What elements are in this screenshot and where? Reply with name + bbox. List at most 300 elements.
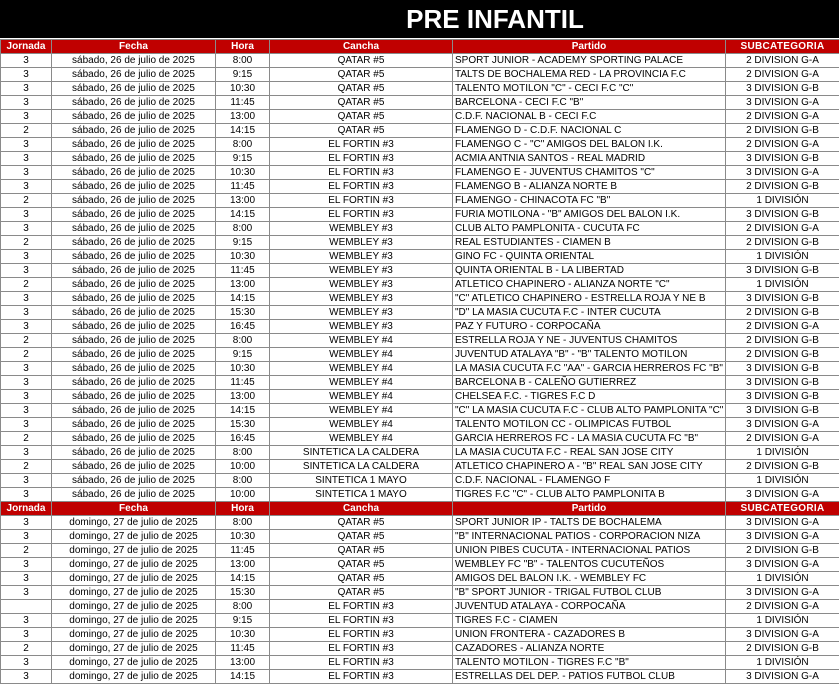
jornada-cell: 3 bbox=[1, 292, 52, 306]
table-row bbox=[1, 488, 839, 502]
partido-cell: REAL ESTUDIANTES - CIAMEN B bbox=[453, 236, 726, 250]
subcategoria-cell: 3 DIVISION G-B bbox=[726, 292, 839, 306]
jornada-cell: 3 bbox=[1, 390, 52, 404]
hora-cell: 9:15 bbox=[216, 614, 270, 628]
subcategoria-cell: 3 DIVISION G-B bbox=[726, 152, 839, 166]
table-row bbox=[1, 68, 839, 82]
partido-cell: "C" ATLETICO CHAPINERO - ESTRELLA ROJA Y NE B bbox=[453, 292, 726, 306]
subcategoria-cell: 1 DIVISIÓN bbox=[726, 474, 839, 488]
jornada-cell: 2 bbox=[1, 334, 52, 348]
partido-cell: BARCELONA - CECI F.C "B" bbox=[453, 96, 726, 110]
fecha-cell: sábado, 26 de julio de 2025 bbox=[52, 376, 216, 390]
subcategoria-cell: 2 DIVISION G-B bbox=[726, 124, 839, 138]
subcategoria-cell: 2 DIVISION G-A bbox=[726, 222, 839, 236]
subcategoria-cell: 2 DIVISION G-B bbox=[726, 180, 839, 194]
subcategoria-cell: 1 DIVISIÓN bbox=[726, 656, 839, 670]
header-row bbox=[1, 40, 839, 54]
hora-cell: 13:00 bbox=[216, 194, 270, 208]
table-row bbox=[1, 558, 839, 572]
jornada-cell: 3 bbox=[1, 530, 52, 544]
fecha-cell: domingo, 27 de julio de 2025 bbox=[52, 600, 216, 614]
table-row bbox=[1, 166, 839, 180]
hora-cell: 8:00 bbox=[216, 222, 270, 236]
fecha-cell: sábado, 26 de julio de 2025 bbox=[52, 348, 216, 362]
hora-cell: 11:45 bbox=[216, 96, 270, 110]
cancha-cell: SINTETICA 1 MAYO bbox=[270, 488, 453, 502]
table-row bbox=[1, 516, 839, 530]
subcategoria-cell: 2 DIVISION G-A bbox=[726, 320, 839, 334]
subcategoria-cell: 1 DIVISIÓN bbox=[726, 194, 839, 208]
cancha-cell: EL FORTIN #3 bbox=[270, 656, 453, 670]
cancha-cell: EL FORTIN #3 bbox=[270, 628, 453, 642]
partido-cell: PAZ Y FUTURO - CORPOCAÑA bbox=[453, 320, 726, 334]
table-row bbox=[1, 390, 839, 404]
fecha-cell: sábado, 26 de julio de 2025 bbox=[52, 110, 216, 124]
table-row bbox=[1, 138, 839, 152]
table-row bbox=[1, 292, 839, 306]
subcategoria-cell: 2 DIVISION G-B bbox=[726, 236, 839, 250]
fecha-cell: sábado, 26 de julio de 2025 bbox=[52, 236, 216, 250]
subcategoria-cell: 2 DIVISION G-A bbox=[726, 68, 839, 82]
fecha-cell: sábado, 26 de julio de 2025 bbox=[52, 208, 216, 222]
fecha-cell: sábado, 26 de julio de 2025 bbox=[52, 54, 216, 68]
header-jornada: Jornada bbox=[1, 502, 52, 516]
cancha-cell: WEMBLEY #4 bbox=[270, 348, 453, 362]
subcategoria-cell: 3 DIVISION G-A bbox=[726, 670, 839, 684]
hora-cell: 14:15 bbox=[216, 292, 270, 306]
cancha-cell: WEMBLEY #3 bbox=[270, 236, 453, 250]
subcategoria-cell: 1 DIVISIÓN bbox=[726, 250, 839, 264]
cancha-cell: WEMBLEY #3 bbox=[270, 222, 453, 236]
table-row bbox=[1, 418, 839, 432]
jornada-cell: 3 bbox=[1, 68, 52, 82]
hora-cell: 11:45 bbox=[216, 264, 270, 278]
header-subcategoria: SUBCATEGORIA bbox=[726, 502, 839, 516]
partido-cell: BARCELONA B - CALEÑO GUTIERREZ bbox=[453, 376, 726, 390]
subcategoria-cell: 3 DIVISION G-A bbox=[726, 586, 839, 600]
jornada-cell: 3 bbox=[1, 474, 52, 488]
jornada-cell: 3 bbox=[1, 96, 52, 110]
table-row bbox=[1, 586, 839, 600]
header-row bbox=[1, 502, 839, 516]
header-cancha: Cancha bbox=[270, 40, 453, 54]
partido-cell: FLAMENGO E - JUVENTUS CHAMITOS "C" bbox=[453, 166, 726, 180]
partido-cell: ESTRELLA ROJA Y NE - JUVENTUS CHAMITOS bbox=[453, 334, 726, 348]
subcategoria-cell: 2 DIVISION G-B bbox=[726, 460, 839, 474]
fecha-cell: sábado, 26 de julio de 2025 bbox=[52, 82, 216, 96]
hora-cell: 10:30 bbox=[216, 362, 270, 376]
partido-cell: TALENTO MOTILON CC - OLIMPICAS FUTBOL bbox=[453, 418, 726, 432]
header-subcategoria: SUBCATEGORIA bbox=[726, 40, 839, 54]
subcategoria-cell: 3 DIVISION G-A bbox=[726, 96, 839, 110]
table-row bbox=[1, 446, 839, 460]
partido-cell: C.D.F. NACIONAL - FLAMENGO F bbox=[453, 474, 726, 488]
fecha-cell: sábado, 26 de julio de 2025 bbox=[52, 138, 216, 152]
partido-cell: UNION PIBES CUCUTA - INTERNACIONAL PATIOS bbox=[453, 544, 726, 558]
fecha-cell: sábado, 26 de julio de 2025 bbox=[52, 194, 216, 208]
fecha-cell: sábado, 26 de julio de 2025 bbox=[52, 180, 216, 194]
hora-cell: 13:00 bbox=[216, 558, 270, 572]
subcategoria-cell: 3 DIVISION G-B bbox=[726, 390, 839, 404]
cancha-cell: WEMBLEY #3 bbox=[270, 292, 453, 306]
jornada-cell: 3 bbox=[1, 418, 52, 432]
subcategoria-cell: 3 DIVISION G-A bbox=[726, 516, 839, 530]
cancha-cell: EL FORTIN #3 bbox=[270, 138, 453, 152]
table-row bbox=[1, 264, 839, 278]
fecha-cell: sábado, 26 de julio de 2025 bbox=[52, 124, 216, 138]
cancha-cell: WEMBLEY #3 bbox=[270, 306, 453, 320]
jornada-cell: 2 bbox=[1, 236, 52, 250]
cancha-cell: SINTETICA LA CALDERA bbox=[270, 460, 453, 474]
fecha-cell: sábado, 26 de julio de 2025 bbox=[52, 488, 216, 502]
jornada-cell: 2 bbox=[1, 544, 52, 558]
table-row bbox=[1, 628, 839, 642]
jornada-cell: 3 bbox=[1, 320, 52, 334]
hora-cell: 10:30 bbox=[216, 250, 270, 264]
jornada-cell: 2 bbox=[1, 460, 52, 474]
page-title: PRE INFANTIL bbox=[406, 4, 584, 34]
jornada-cell: 3 bbox=[1, 656, 52, 670]
hora-cell: 8:00 bbox=[216, 474, 270, 488]
table-row bbox=[1, 656, 839, 670]
partido-cell: CLUB ALTO PAMPLONITA - CUCUTA FC bbox=[453, 222, 726, 236]
fecha-cell: domingo, 27 de julio de 2025 bbox=[52, 586, 216, 600]
partido-cell: TALTS DE BOCHALEMA RED - LA PROVINCIA F.C bbox=[453, 68, 726, 82]
header-partido: Partido bbox=[453, 40, 726, 54]
cancha-cell: WEMBLEY #4 bbox=[270, 334, 453, 348]
cancha-cell: QATAR #5 bbox=[270, 586, 453, 600]
jornada-cell: 3 bbox=[1, 152, 52, 166]
fecha-cell: sábado, 26 de julio de 2025 bbox=[52, 264, 216, 278]
cancha-cell: EL FORTIN #3 bbox=[270, 152, 453, 166]
table-row bbox=[1, 348, 839, 362]
table-row bbox=[1, 544, 839, 558]
hora-cell: 8:00 bbox=[216, 138, 270, 152]
cancha-cell: QATAR #5 bbox=[270, 530, 453, 544]
hora-cell: 11:45 bbox=[216, 642, 270, 656]
subcategoria-cell: 3 DIVISION G-A bbox=[726, 558, 839, 572]
jornada-cell: 3 bbox=[1, 362, 52, 376]
fecha-cell: sábado, 26 de julio de 2025 bbox=[52, 320, 216, 334]
jornada-cell: 3 bbox=[1, 558, 52, 572]
header-partido: Partido bbox=[453, 502, 726, 516]
cancha-cell: SINTETICA 1 MAYO bbox=[270, 474, 453, 488]
fecha-cell: sábado, 26 de julio de 2025 bbox=[52, 460, 216, 474]
table-row bbox=[1, 320, 839, 334]
partido-cell: QUINTA ORIENTAL B - LA LIBERTAD bbox=[453, 264, 726, 278]
cancha-cell: QATAR #5 bbox=[270, 96, 453, 110]
hora-cell: 10:30 bbox=[216, 82, 270, 96]
jornada-cell: 3 bbox=[1, 376, 52, 390]
hora-cell: 8:00 bbox=[216, 516, 270, 530]
header-jornada: Jornada bbox=[1, 40, 52, 54]
table-row bbox=[1, 376, 839, 390]
subcategoria-cell: 2 DIVISION G-B bbox=[726, 642, 839, 656]
hora-cell: 14:15 bbox=[216, 124, 270, 138]
jornada-cell: 3 bbox=[1, 54, 52, 68]
jornada-cell: 3 bbox=[1, 306, 52, 320]
partido-cell: ATLETICO CHAPINERO - ALIANZA NORTE "C" bbox=[453, 278, 726, 292]
partido-cell: TIGRES F.C "C" - CLUB ALTO PAMPLONITA B bbox=[453, 488, 726, 502]
subcategoria-cell: 3 DIVISION G-B bbox=[726, 208, 839, 222]
table-row bbox=[1, 208, 839, 222]
subcategoria-cell: 1 DIVISIÓN bbox=[726, 614, 839, 628]
cancha-cell: WEMBLEY #4 bbox=[270, 404, 453, 418]
subcategoria-cell: 3 DIVISION G-B bbox=[726, 362, 839, 376]
subcategoria-cell: 3 DIVISION G-A bbox=[726, 530, 839, 544]
table-row bbox=[1, 250, 839, 264]
table-row bbox=[1, 54, 839, 68]
hora-cell: 8:00 bbox=[216, 334, 270, 348]
hora-cell: 16:45 bbox=[216, 432, 270, 446]
partido-cell: TIGRES F.C - CIAMEN bbox=[453, 614, 726, 628]
hora-cell: 13:00 bbox=[216, 278, 270, 292]
partido-cell: C.D.F. NACIONAL B - CECI F.C bbox=[453, 110, 726, 124]
cancha-cell: WEMBLEY #4 bbox=[270, 376, 453, 390]
hora-cell: 15:30 bbox=[216, 586, 270, 600]
header-fecha: Fecha bbox=[52, 40, 216, 54]
jornada-cell: 2 bbox=[1, 432, 52, 446]
partido-cell: CAZADORES - ALIANZA NORTE bbox=[453, 642, 726, 656]
header-fecha: Fecha bbox=[52, 502, 216, 516]
partido-cell: LA MASIA CUCUTA F.C - REAL SAN JOSE CITY bbox=[453, 446, 726, 460]
fecha-cell: sábado, 26 de julio de 2025 bbox=[52, 404, 216, 418]
header-hora: Hora bbox=[216, 40, 270, 54]
subcategoria-cell: 3 DIVISION G-B bbox=[726, 376, 839, 390]
hora-cell: 13:00 bbox=[216, 656, 270, 670]
cancha-cell: QATAR #5 bbox=[270, 54, 453, 68]
jornada-cell: 2 bbox=[1, 124, 52, 138]
header-hora: Hora bbox=[216, 502, 270, 516]
cancha-cell: SINTETICA LA CALDERA bbox=[270, 446, 453, 460]
subcategoria-cell: 2 DIVISION G-B bbox=[726, 348, 839, 362]
hora-cell: 13:00 bbox=[216, 110, 270, 124]
fecha-cell: domingo, 27 de julio de 2025 bbox=[52, 544, 216, 558]
cancha-cell: QATAR #5 bbox=[270, 110, 453, 124]
hora-cell: 8:00 bbox=[216, 446, 270, 460]
partido-cell: JUVENTUD ATALAYA - CORPOCAÑA bbox=[453, 600, 726, 614]
cancha-cell: EL FORTIN #3 bbox=[270, 166, 453, 180]
partido-cell: "D" LA MASIA CUCUTA F.C - INTER CUCUTA bbox=[453, 306, 726, 320]
partido-cell: FLAMENGO - CHINACOTA FC "B" bbox=[453, 194, 726, 208]
hora-cell: 11:45 bbox=[216, 376, 270, 390]
fecha-cell: domingo, 27 de julio de 2025 bbox=[52, 628, 216, 642]
partido-cell: LA MASIA CUCUTA F.C "AA" - GARCIA HERREROS FC "B" bbox=[453, 362, 726, 376]
subcategoria-cell: 3 DIVISION G-B bbox=[726, 264, 839, 278]
partido-cell: "C" LA MASIA CUCUTA F.C - CLUB ALTO PAMPLONITA "C" bbox=[453, 404, 726, 418]
fecha-cell: domingo, 27 de julio de 2025 bbox=[52, 670, 216, 684]
table-row bbox=[1, 180, 839, 194]
jornada-cell: 3 bbox=[1, 488, 52, 502]
hora-cell: 9:15 bbox=[216, 68, 270, 82]
hora-cell: 14:15 bbox=[216, 572, 270, 586]
header-cancha: Cancha bbox=[270, 502, 453, 516]
fecha-cell: sábado, 26 de julio de 2025 bbox=[52, 278, 216, 292]
fecha-cell: domingo, 27 de julio de 2025 bbox=[52, 530, 216, 544]
fecha-cell: sábado, 26 de julio de 2025 bbox=[52, 474, 216, 488]
hora-cell: 15:30 bbox=[216, 418, 270, 432]
fecha-cell: sábado, 26 de julio de 2025 bbox=[52, 152, 216, 166]
cancha-cell: QATAR #5 bbox=[270, 124, 453, 138]
fecha-cell: domingo, 27 de julio de 2025 bbox=[52, 642, 216, 656]
cancha-cell: WEMBLEY #3 bbox=[270, 250, 453, 264]
cancha-cell: QATAR #5 bbox=[270, 558, 453, 572]
table-row bbox=[1, 530, 839, 544]
hora-cell: 10:00 bbox=[216, 460, 270, 474]
subcategoria-cell: 3 DIVISION G-A bbox=[726, 628, 839, 642]
partido-cell: ESTRELLAS DEL DEP. - PATIOS FUTBOL CLUB bbox=[453, 670, 726, 684]
table-row bbox=[1, 278, 839, 292]
partido-cell: ATLETICO CHAPINERO A - "B" REAL SAN JOSE CITY bbox=[453, 460, 726, 474]
cancha-cell: WEMBLEY #4 bbox=[270, 432, 453, 446]
hora-cell: 14:15 bbox=[216, 404, 270, 418]
subcategoria-cell: 3 DIVISION G-A bbox=[726, 488, 839, 502]
cancha-cell: EL FORTIN #3 bbox=[270, 642, 453, 656]
cancha-cell: EL FORTIN #3 bbox=[270, 180, 453, 194]
table-row bbox=[1, 432, 839, 446]
fecha-cell: sábado, 26 de julio de 2025 bbox=[52, 446, 216, 460]
title-banner bbox=[0, 0, 839, 38]
jornada-cell: 3 bbox=[1, 516, 52, 530]
partido-cell: CHELSEA F.C. - TIGRES F.C D bbox=[453, 390, 726, 404]
cancha-cell: EL FORTIN #3 bbox=[270, 208, 453, 222]
jornada-cell: 2 bbox=[1, 348, 52, 362]
fecha-cell: domingo, 27 de julio de 2025 bbox=[52, 572, 216, 586]
partido-cell: "B" INTERNACIONAL PATIOS - CORPORACION NIZA bbox=[453, 530, 726, 544]
fecha-cell: sábado, 26 de julio de 2025 bbox=[52, 166, 216, 180]
partido-cell: AMIGOS DEL BALON I.K. - WEMBLEY FC bbox=[453, 572, 726, 586]
fecha-cell: domingo, 27 de julio de 2025 bbox=[52, 614, 216, 628]
subcategoria-cell: 1 DIVISIÓN bbox=[726, 446, 839, 460]
fecha-cell: sábado, 26 de julio de 2025 bbox=[52, 432, 216, 446]
jornada-cell bbox=[1, 600, 52, 614]
subcategoria-cell: 3 DIVISION G-B bbox=[726, 82, 839, 96]
subcategoria-cell: 2 DIVISION G-B bbox=[726, 544, 839, 558]
partido-cell: FLAMENGO D - C.D.F. NACIONAL C bbox=[453, 124, 726, 138]
jornada-cell: 3 bbox=[1, 222, 52, 236]
partido-cell: SPORT JUNIOR IP - TALTS DE BOCHALEMA bbox=[453, 516, 726, 530]
subcategoria-cell: 2 DIVISION G-A bbox=[726, 432, 839, 446]
partido-cell: ACMIA ANTNIA SANTOS - REAL MADRID bbox=[453, 152, 726, 166]
jornada-cell: 3 bbox=[1, 586, 52, 600]
fecha-cell: domingo, 27 de julio de 2025 bbox=[52, 558, 216, 572]
jornada-cell: 3 bbox=[1, 110, 52, 124]
jornada-cell: 3 bbox=[1, 180, 52, 194]
table-row bbox=[1, 670, 839, 684]
hora-cell: 11:45 bbox=[216, 544, 270, 558]
jornada-cell: 3 bbox=[1, 138, 52, 152]
table-row bbox=[1, 334, 839, 348]
table-row bbox=[1, 152, 839, 166]
jornada-cell: 3 bbox=[1, 628, 52, 642]
cancha-cell: WEMBLEY #4 bbox=[270, 362, 453, 376]
fecha-cell: sábado, 26 de julio de 2025 bbox=[52, 390, 216, 404]
cancha-cell: EL FORTIN #3 bbox=[270, 670, 453, 684]
fecha-cell: sábado, 26 de julio de 2025 bbox=[52, 96, 216, 110]
table-row bbox=[1, 572, 839, 586]
jornada-cell: 3 bbox=[1, 670, 52, 684]
fecha-cell: sábado, 26 de julio de 2025 bbox=[52, 334, 216, 348]
cancha-cell: QATAR #5 bbox=[270, 544, 453, 558]
fecha-cell: domingo, 27 de julio de 2025 bbox=[52, 516, 216, 530]
table-row bbox=[1, 614, 839, 628]
hora-cell: 10:00 bbox=[216, 488, 270, 502]
table-row bbox=[1, 404, 839, 418]
jornada-cell: 3 bbox=[1, 446, 52, 460]
partido-cell: TALENTO MOTILON - TIGRES F.C "B" bbox=[453, 656, 726, 670]
table-row bbox=[1, 82, 839, 96]
subcategoria-cell: 2 DIVISION G-B bbox=[726, 334, 839, 348]
table-row bbox=[1, 642, 839, 656]
partido-cell: FLAMENGO B - ALIANZA NORTE B bbox=[453, 180, 726, 194]
cancha-cell: EL FORTIN #3 bbox=[270, 614, 453, 628]
subcategoria-cell: 2 DIVISION G-A bbox=[726, 138, 839, 152]
subcategoria-cell: 3 DIVISION G-A bbox=[726, 418, 839, 432]
hora-cell: 14:15 bbox=[216, 670, 270, 684]
partido-cell: SPORT JUNIOR - ACADEMY SPORTING PALACE bbox=[453, 54, 726, 68]
hora-cell: 8:00 bbox=[216, 54, 270, 68]
table-row bbox=[1, 236, 839, 250]
table-row bbox=[1, 194, 839, 208]
subcategoria-cell: 1 DIVISIÓN bbox=[726, 572, 839, 586]
cancha-cell: EL FORTIN #3 bbox=[270, 194, 453, 208]
subcategoria-cell: 3 DIVISION G-A bbox=[726, 166, 839, 180]
hora-cell: 8:00 bbox=[216, 600, 270, 614]
table-row bbox=[1, 474, 839, 488]
fecha-cell: sábado, 26 de julio de 2025 bbox=[52, 418, 216, 432]
hora-cell: 16:45 bbox=[216, 320, 270, 334]
fecha-cell: sábado, 26 de julio de 2025 bbox=[52, 306, 216, 320]
jornada-cell: 3 bbox=[1, 250, 52, 264]
hora-cell: 11:45 bbox=[216, 180, 270, 194]
table-row bbox=[1, 600, 839, 614]
hora-cell: 13:00 bbox=[216, 390, 270, 404]
cancha-cell: WEMBLEY #3 bbox=[270, 320, 453, 334]
partido-cell: "B" SPORT JUNIOR - TRIGAL FUTBOL CLUB bbox=[453, 586, 726, 600]
subcategoria-cell: 2 DIVISION G-A bbox=[726, 110, 839, 124]
cancha-cell: WEMBLEY #3 bbox=[270, 264, 453, 278]
fecha-cell: domingo, 27 de julio de 2025 bbox=[52, 656, 216, 670]
partido-cell: WEMBLEY FC "B" - TALENTOS CUCUTEÑOS bbox=[453, 558, 726, 572]
cancha-cell: WEMBLEY #3 bbox=[270, 278, 453, 292]
fecha-cell: sábado, 26 de julio de 2025 bbox=[52, 222, 216, 236]
table-row bbox=[1, 124, 839, 138]
partido-cell: TALENTO MOTILON "C" - CECI F.C "C" bbox=[453, 82, 726, 96]
subcategoria-cell: 2 DIVISION G-B bbox=[726, 306, 839, 320]
cancha-cell: QATAR #5 bbox=[270, 68, 453, 82]
jornada-cell: 3 bbox=[1, 208, 52, 222]
jornada-cell: 2 bbox=[1, 642, 52, 656]
partido-cell: GINO FC - QUINTA ORIENTAL bbox=[453, 250, 726, 264]
hora-cell: 9:15 bbox=[216, 236, 270, 250]
hora-cell: 10:30 bbox=[216, 530, 270, 544]
subcategoria-cell: 1 DIVISIÓN bbox=[726, 278, 839, 292]
fecha-cell: sábado, 26 de julio de 2025 bbox=[52, 68, 216, 82]
jornada-cell: 3 bbox=[1, 166, 52, 180]
fecha-cell: sábado, 26 de julio de 2025 bbox=[52, 292, 216, 306]
table-row bbox=[1, 222, 839, 236]
jornada-cell: 2 bbox=[1, 194, 52, 208]
partido-cell: FURIA MOTILONA - "B" AMIGOS DEL BALON I.K. bbox=[453, 208, 726, 222]
jornada-cell: 3 bbox=[1, 264, 52, 278]
table-row bbox=[1, 460, 839, 474]
cancha-cell: EL FORTIN #3 bbox=[270, 600, 453, 614]
jornada-cell: 3 bbox=[1, 614, 52, 628]
schedule-table bbox=[0, 39, 839, 684]
partido-cell: UNION FRONTERA - CAZADORES B bbox=[453, 628, 726, 642]
hora-cell: 9:15 bbox=[216, 348, 270, 362]
partido-cell: FLAMENGO C - "C" AMIGOS DEL BALON I.K. bbox=[453, 138, 726, 152]
